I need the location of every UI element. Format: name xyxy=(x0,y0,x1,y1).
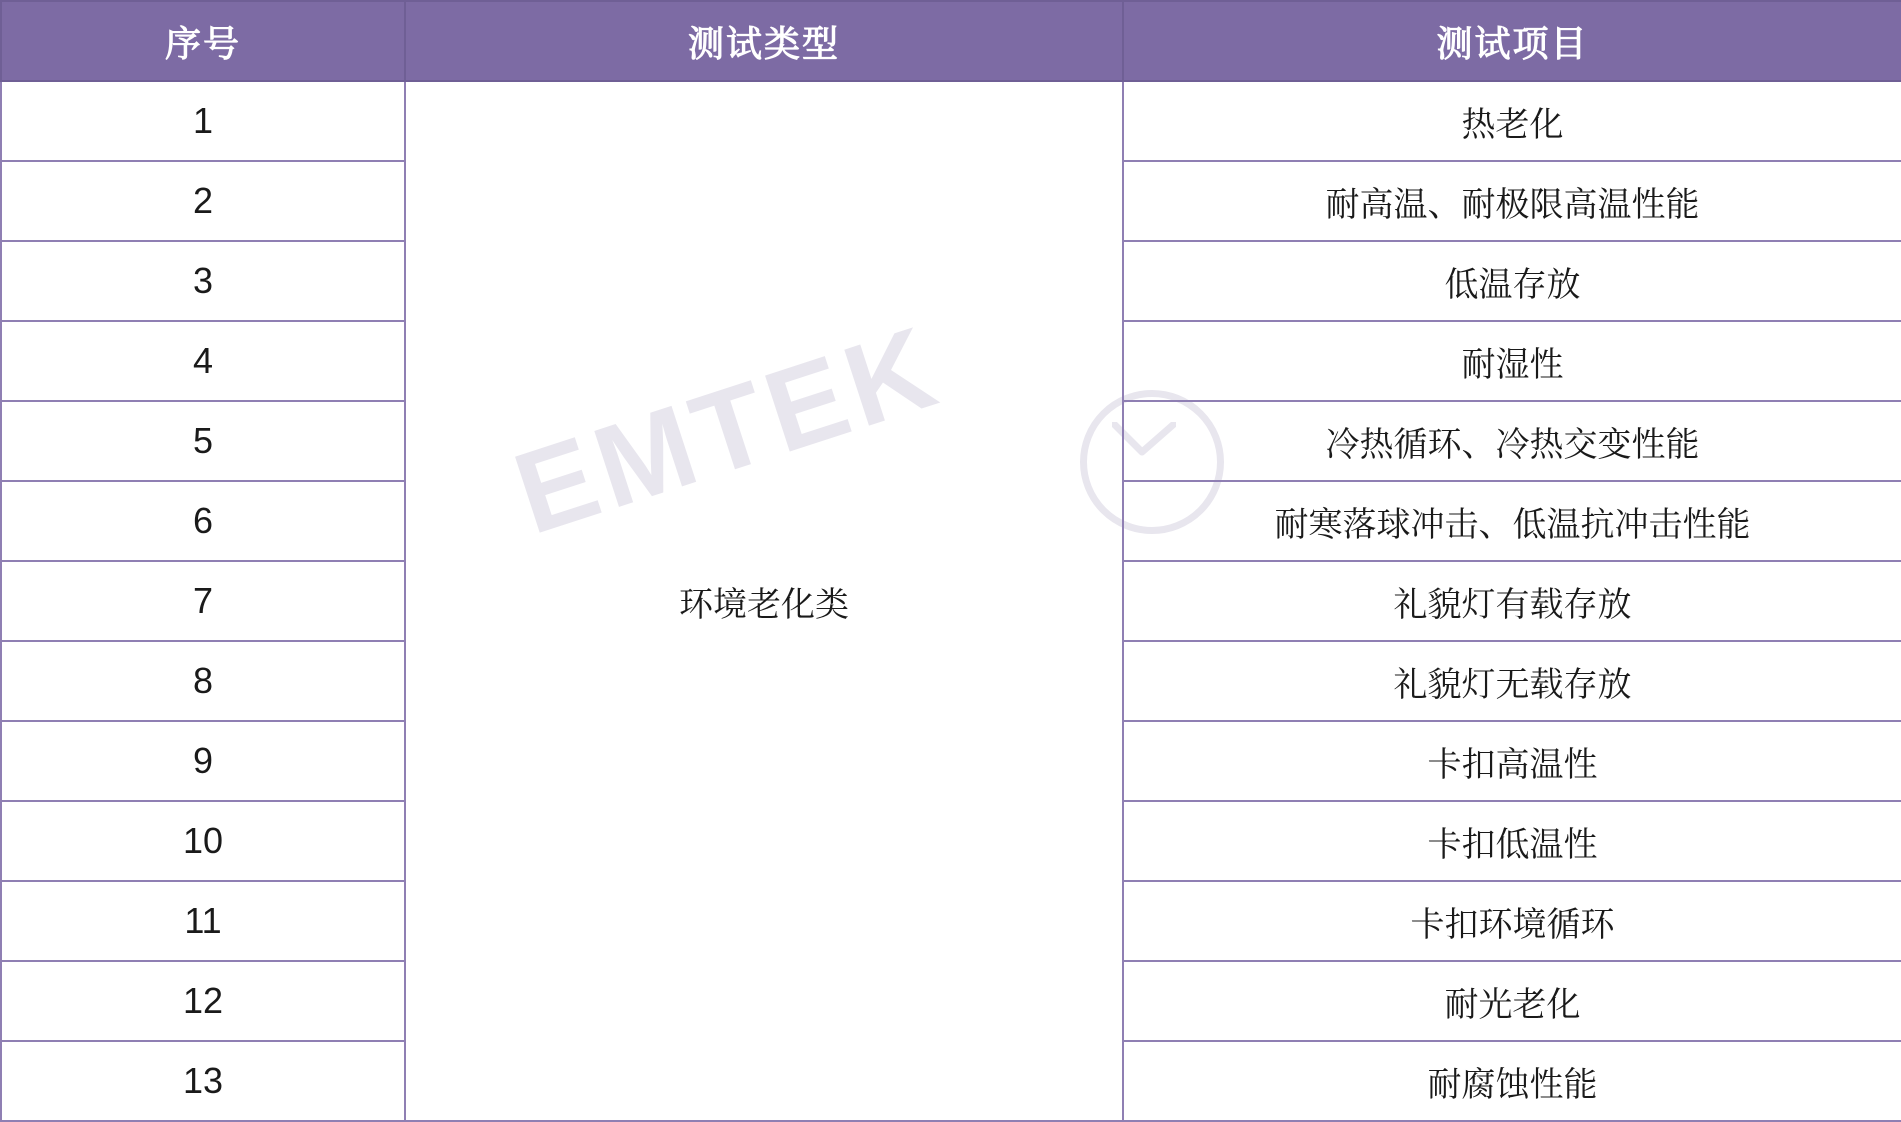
cell-test-item: 礼貌灯无载存放 xyxy=(1123,641,1901,721)
column-header-test-type: 测试类型 xyxy=(405,1,1123,81)
cell-index: 1 xyxy=(1,81,405,161)
cell-index: 9 xyxy=(1,721,405,801)
cell-test-item: 耐高温、耐极限高温性能 xyxy=(1123,161,1901,241)
cell-test-type-group: 环境老化类 xyxy=(405,81,1123,1121)
cell-index: 13 xyxy=(1,1041,405,1121)
column-header-test-item: 测试项目 xyxy=(1123,1,1901,81)
cell-test-item: 耐寒落球冲击、低温抗冲击性能 xyxy=(1123,481,1901,561)
cell-index: 12 xyxy=(1,961,405,1041)
cell-test-item: 耐湿性 xyxy=(1123,321,1901,401)
cell-test-item: 卡扣高温性 xyxy=(1123,721,1901,801)
column-header-index: 序号 xyxy=(1,1,405,81)
cell-index: 5 xyxy=(1,401,405,481)
cell-index: 6 xyxy=(1,481,405,561)
cell-test-item: 热老化 xyxy=(1123,81,1901,161)
cell-test-item: 耐腐蚀性能 xyxy=(1123,1041,1901,1121)
table-header xyxy=(1,1,1901,81)
table-row xyxy=(1,81,1901,161)
cell-index: 8 xyxy=(1,641,405,721)
cell-index: 10 xyxy=(1,801,405,881)
cell-index: 11 xyxy=(1,881,405,961)
cell-test-item: 耐光老化 xyxy=(1123,961,1901,1041)
cell-test-item: 冷热循环、冷热交变性能 xyxy=(1123,401,1901,481)
table-header-row xyxy=(1,1,1901,81)
cell-test-item: 低温存放 xyxy=(1123,241,1901,321)
cell-index: 7 xyxy=(1,561,405,641)
table-body xyxy=(1,81,1901,1121)
watermark-text: EMTEK xyxy=(499,300,955,559)
cell-index: 3 xyxy=(1,241,405,321)
cell-index: 4 xyxy=(1,321,405,401)
cell-test-item: 卡扣低温性 xyxy=(1123,801,1901,881)
cell-index: 2 xyxy=(1,161,405,241)
cell-test-item: 卡扣环境循环 xyxy=(1123,881,1901,961)
cell-test-item: 礼貌灯有载存放 xyxy=(1123,561,1901,641)
